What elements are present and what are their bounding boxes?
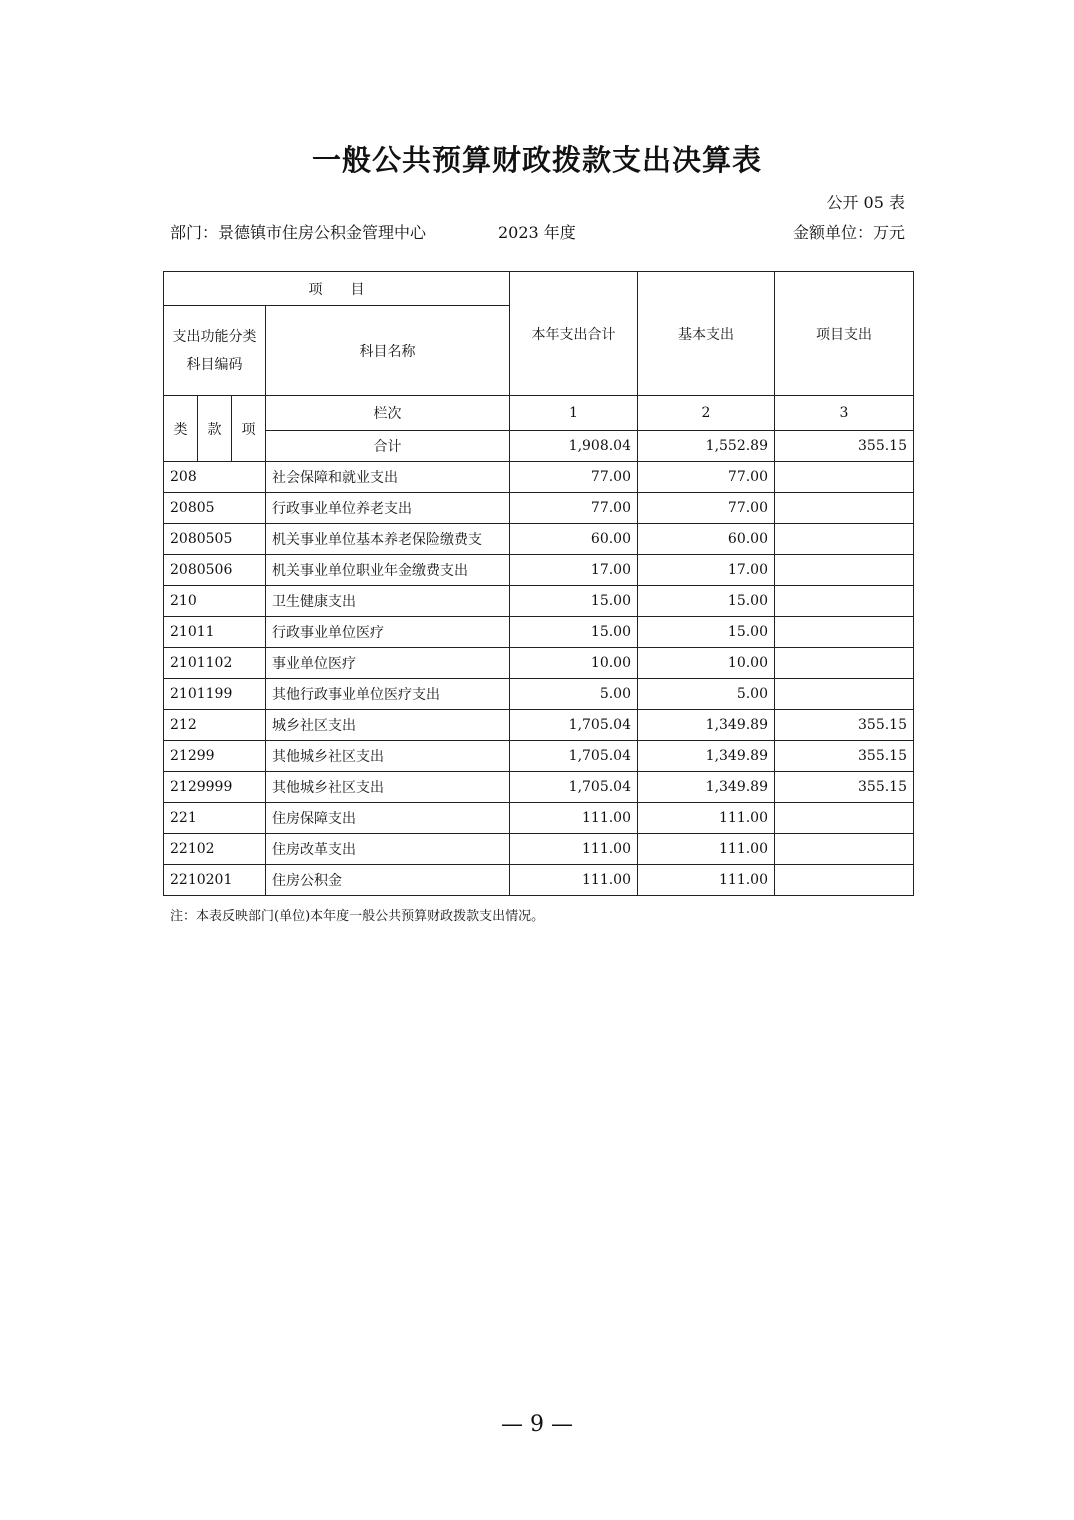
- table-row: [164, 865, 914, 896]
- row-project: [775, 586, 914, 617]
- page-number: — 9 —: [501, 1412, 573, 1437]
- row-name: 事业单位医疗: [266, 648, 510, 679]
- row-total: 60.00: [510, 524, 638, 555]
- department-label: 部门：景德镇市住房公积金管理中心: [170, 223, 427, 242]
- row-code: 21011: [164, 617, 266, 648]
- table-row: [164, 741, 914, 772]
- row-basic: 1,349.89: [638, 772, 775, 803]
- row-name: 其他城乡社区支出: [266, 772, 510, 803]
- row-basic: 111.00: [638, 834, 775, 865]
- row-total: 10.00: [510, 648, 638, 679]
- total-basic: 1,552.89: [638, 431, 775, 462]
- row-total: 5.00: [510, 679, 638, 710]
- row-project: [775, 648, 914, 679]
- row-total: 77.00: [510, 462, 638, 493]
- budget-table: [163, 271, 914, 896]
- row-name: 住房保障支出: [266, 803, 510, 834]
- amount-unit: 金额单位：万元: [792, 223, 905, 242]
- row-name: 其他城乡社区支出: [266, 741, 510, 772]
- row-name: 卫生健康支出: [266, 586, 510, 617]
- row-name: 机关事业单位职业年金缴费支出: [266, 555, 510, 586]
- page-title: 一般公共预算财政拨款支出决算表: [311, 143, 762, 177]
- table-row: [164, 803, 914, 834]
- header-lei: 类: [164, 396, 198, 462]
- table-row: [164, 710, 914, 741]
- row-total: 77.00: [510, 493, 638, 524]
- table-row: [164, 493, 914, 524]
- row-total: 111.00: [510, 865, 638, 896]
- row-project: [775, 617, 914, 648]
- header-row-3: [164, 396, 914, 431]
- table-row: [164, 586, 914, 617]
- header-project: 项目支出: [775, 272, 914, 396]
- header-xiang: 项: [232, 396, 266, 462]
- row-basic: 15.00: [638, 617, 775, 648]
- row-total: 17.00: [510, 555, 638, 586]
- total-project: 355.15: [775, 431, 914, 462]
- row-code: 212: [164, 710, 266, 741]
- total-label: 合计: [266, 431, 510, 462]
- header-col3: 3: [775, 396, 914, 431]
- row-project: [775, 834, 914, 865]
- row-project: [775, 865, 914, 896]
- row-project: [775, 493, 914, 524]
- row-name: 社会保障和就业支出: [266, 462, 510, 493]
- row-total: 1,705.04: [510, 741, 638, 772]
- row-code: 21299: [164, 741, 266, 772]
- header-code: 支出功能分类科目编码: [164, 306, 266, 396]
- row-code: 208: [164, 462, 266, 493]
- row-project: 355.15: [775, 741, 914, 772]
- row-name: 住房公积金: [266, 865, 510, 896]
- row-code: 22102: [164, 834, 266, 865]
- table-row: [164, 555, 914, 586]
- fiscal-year: 2023 年度: [498, 223, 576, 242]
- row-project: [775, 555, 914, 586]
- header-basic: 基本支出: [638, 272, 775, 396]
- table-row: [164, 617, 914, 648]
- row-code: 210: [164, 586, 266, 617]
- header-row-1: [164, 272, 914, 306]
- row-project: 355.15: [775, 772, 914, 803]
- row-name: 其他行政事业单位医疗支出: [266, 679, 510, 710]
- table-row: [164, 772, 914, 803]
- row-basic: 60.00: [638, 524, 775, 555]
- row-basic: 77.00: [638, 462, 775, 493]
- form-number: 公开 05 表: [826, 193, 905, 212]
- row-project: [775, 524, 914, 555]
- table-row: [164, 648, 914, 679]
- row-basic: 1,349.89: [638, 741, 775, 772]
- row-total: 15.00: [510, 617, 638, 648]
- row-code: 2101199: [164, 679, 266, 710]
- header-col-index: 栏次: [266, 396, 510, 431]
- row-code: 221: [164, 803, 266, 834]
- header-total: 本年支出合计: [510, 272, 638, 396]
- row-code: 2210201: [164, 865, 266, 896]
- row-code: 2101102: [164, 648, 266, 679]
- row-total: 111.00: [510, 834, 638, 865]
- row-basic: 10.00: [638, 648, 775, 679]
- table-row: [164, 462, 914, 493]
- header-col2: 2: [638, 396, 775, 431]
- row-total: 1,705.04: [510, 710, 638, 741]
- row-project: [775, 803, 914, 834]
- table-note: 注：本表反映部门(单位)本年度一般公共预算财政拨款支出情况。: [170, 909, 545, 924]
- row-basic: 5.00: [638, 679, 775, 710]
- row-project: [775, 679, 914, 710]
- row-basic: 77.00: [638, 493, 775, 524]
- table-row: [164, 834, 914, 865]
- row-code: 2129999: [164, 772, 266, 803]
- row-name: 住房改革支出: [266, 834, 510, 865]
- header-item: 项 目: [164, 272, 510, 306]
- row-name: 城乡社区支出: [266, 710, 510, 741]
- row-basic: 17.00: [638, 555, 775, 586]
- row-code: 2080506: [164, 555, 266, 586]
- header-subject: 科目名称: [266, 306, 510, 396]
- row-total: 111.00: [510, 803, 638, 834]
- row-total: 1,705.04: [510, 772, 638, 803]
- header-col1: 1: [510, 396, 638, 431]
- row-basic: 1,349.89: [638, 710, 775, 741]
- row-code: 20805: [164, 493, 266, 524]
- row-project: 355.15: [775, 710, 914, 741]
- row-basic: 111.00: [638, 803, 775, 834]
- row-code: 2080505: [164, 524, 266, 555]
- row-total: 15.00: [510, 586, 638, 617]
- row-name: 行政事业单位医疗: [266, 617, 510, 648]
- table-row: [164, 679, 914, 710]
- row-name: 行政事业单位养老支出: [266, 493, 510, 524]
- total-total: 1,908.04: [510, 431, 638, 462]
- total-row: [164, 431, 914, 462]
- row-basic: 111.00: [638, 865, 775, 896]
- table-row: [164, 524, 914, 555]
- header-kuan: 款: [198, 396, 232, 462]
- row-name: 机关事业单位基本养老保险缴费支: [266, 524, 510, 555]
- row-basic: 15.00: [638, 586, 775, 617]
- row-project: [775, 462, 914, 493]
